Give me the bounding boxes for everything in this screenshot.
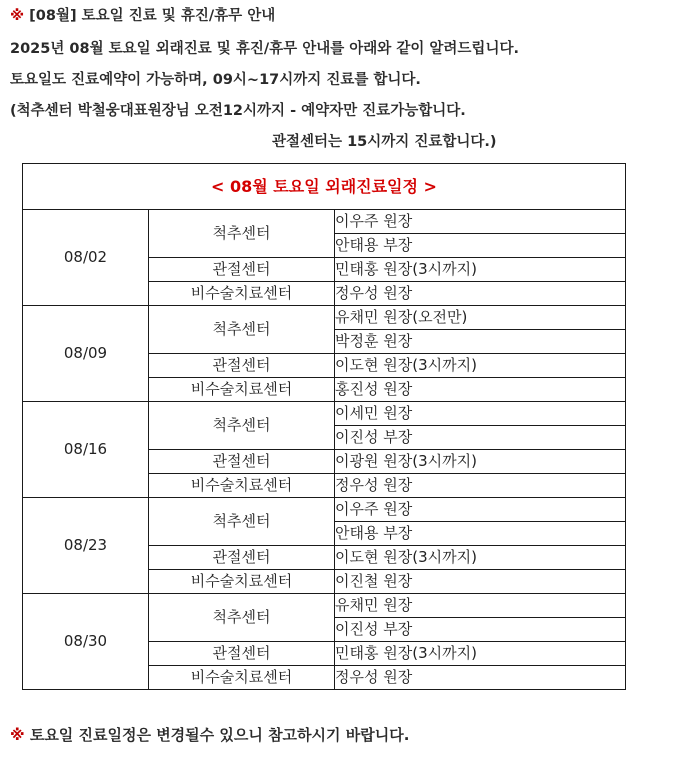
doctor-name: 이세민 원장 [335, 402, 626, 426]
schedule-date: 08/30 [23, 594, 149, 690]
doctor-name: 민태홍 원장(3시까지) [335, 642, 626, 666]
department-name: 비수술치료센터 [149, 666, 335, 690]
department-name: 관절센터 [149, 546, 335, 570]
doctor-name: 안태용 부장 [335, 522, 626, 546]
department-name: 관절센터 [149, 450, 335, 474]
footer-note [10, 724, 409, 745]
doctor-name: 이우주 원장 [335, 210, 626, 234]
doctor-name: 이도현 원장(3시까지) [335, 354, 626, 378]
department-name: 척추센터 [149, 594, 335, 642]
doctor-name: 안태용 부장 [335, 234, 626, 258]
department-name: 비수술치료센터 [149, 378, 335, 402]
doctor-name: 이우주 원장 [335, 498, 626, 522]
saturday-schedule-table [22, 163, 626, 690]
doctor-name: 정우성 원장 [335, 666, 626, 690]
notice-line-5: 관절센터는 15시까지 진료합니다.) [272, 134, 497, 150]
department-name: 비수술치료센터 [149, 282, 335, 306]
table-row [23, 306, 626, 330]
notice-title [10, 4, 275, 25]
table-title: < 08월 토요일 외래진료일정 > [23, 164, 626, 210]
doctor-name: 민태홍 원장(3시까지) [335, 258, 626, 282]
doctor-name: 이광원 원장(3시까지) [335, 450, 626, 474]
doctor-name: 정우성 원장 [335, 474, 626, 498]
doctor-name: 유채민 원장 [335, 594, 626, 618]
schedule-date: 08/09 [23, 306, 149, 402]
notice-line-3: 토요일도 진료예약이 가능하며, 09시~17시까지 진료를 합니다. [10, 72, 421, 88]
notice-line-2: 2025년 08월 토요일 외래진료 및 휴진/휴무 안내를 아래와 같이 알려드립니다. [10, 41, 519, 57]
doctor-name: 이도현 원장(3시까지) [335, 546, 626, 570]
reference-mark-icon: ※ [10, 726, 25, 744]
schedule-date: 08/02 [23, 210, 149, 306]
table-row [23, 594, 626, 618]
department-name: 비수술치료센터 [149, 570, 335, 594]
reference-mark-icon: ※ [10, 8, 25, 24]
department-name: 척추센터 [149, 306, 335, 354]
doctor-name: 이진철 원장 [335, 570, 626, 594]
department-name: 척추센터 [149, 210, 335, 258]
table-row [23, 498, 626, 522]
department-name: 관절센터 [149, 258, 335, 282]
department-name: 척추센터 [149, 498, 335, 546]
doctor-name: 홍진성 원장 [335, 378, 626, 402]
doctor-name: 정우성 원장 [335, 282, 626, 306]
department-name: 관절센터 [149, 642, 335, 666]
doctor-name: 이진성 부장 [335, 426, 626, 450]
table-row [23, 210, 626, 234]
footer-note-text: 토요일 진료일정은 변경될수 있으니 참고하시기 바랍니다. [29, 726, 410, 744]
department-name: 척추센터 [149, 402, 335, 450]
schedule-date: 08/16 [23, 402, 149, 498]
schedule-date: 08/23 [23, 498, 149, 594]
doctor-name: 박정훈 원장 [335, 330, 626, 354]
doctor-name: 이진성 부장 [335, 618, 626, 642]
department-name: 비수술치료센터 [149, 474, 335, 498]
notice-title-text: [08월] 토요일 진료 및 휴진/휴무 안내 [29, 8, 276, 24]
table-row [23, 402, 626, 426]
table-title-row [23, 164, 626, 210]
doctor-name: 유채민 원장(오전만) [335, 306, 626, 330]
department-name: 관절센터 [149, 354, 335, 378]
notice-line-4: (척추센터 박철웅대표원장님 오전12시까지 - 예약자만 진료가능합니다. [10, 103, 466, 119]
